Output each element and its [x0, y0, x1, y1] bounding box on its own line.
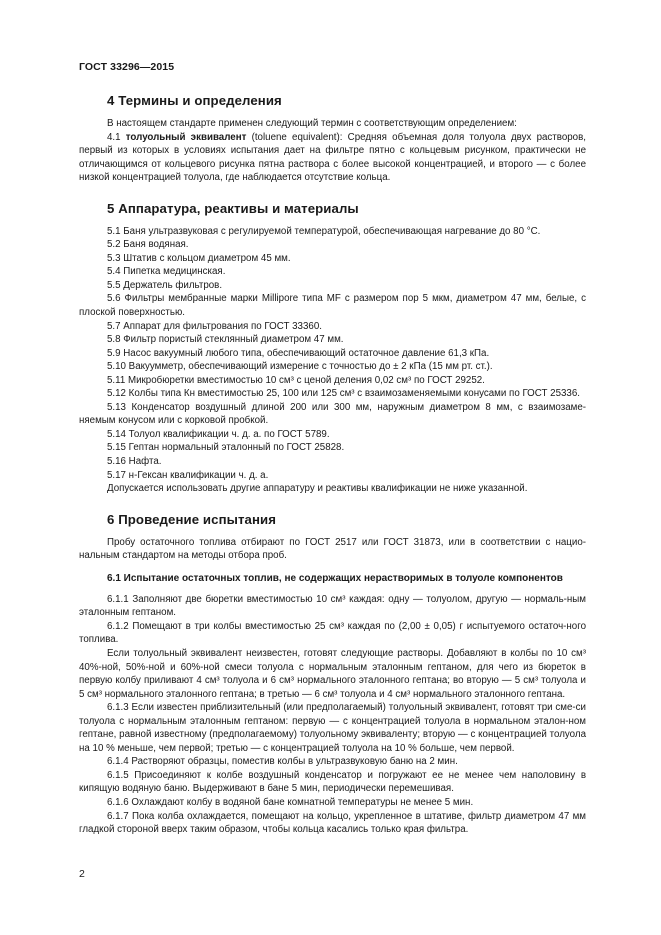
list-item: 6.1.3 Если известен приблизительный (или предполагаемый) толуольный эквивалент, готовят три сме-си толуола с нормальным эталонным гептаном: первую — с концентрацией толуола в нормальном эталон-ном гептане, равной известному (предполагаемому) толуольному эквиваленту; вторую — с концентрацией толуола на 10 % меньше, чем первой; третью — с концентрацией толуола на 10 % больше, чем первой.: [79, 702, 586, 754]
list-item: Допускается использовать другие аппаратуру и реактивы квалификации не ниже указанной.: [107, 483, 528, 495]
list-item: 5.5 Держатель фильтров.: [107, 279, 223, 291]
list-item: Если толуольный эквивалент неизвестен, готовят следующие растворы. Добавляют в колбы по 10 см³ 40%-ной, 50%-ной и 60%-ной смеси толуола с нормальным эталонным гептаном, для чего из бюреток в первую колбу приливают 4 см³ толуола и 6 см³ нормального эталонного гептана; во вторую — 5 см³ толуола и 5 см³ нормального эталонного гептана; в третью — 6 см³ толуола и 4 см³ нормального эталонного гептана.: [79, 647, 586, 700]
paragraph: Пробу остаточного топлива отбирают по ГОСТ 2517 или ГОСТ 31873, или в соответствии с нацио-нальным стандартом на методы отбора проб.: [79, 536, 586, 562]
paragraph: В настоящем стандарте применен следующий термин с соответствующим определением:: [107, 118, 517, 129]
list-item: 6.1.4 Растворяют образцы, поместив колбы в ультразвуковую баню на 2 мин.: [107, 756, 458, 768]
definition-text: (toluene equivalent): Средняя объемная доля толуола двух растворов, первый из которых в условиях испытания дает на фильтре пятно с кольцевым рисунком, практически не отличающимся от кольцевого рисунка пятна раствора с более высокой концентрацией, и второго — с более низкой концентрацией толуола, где наблюдается отсутствие кольца.: [79, 131, 586, 184]
section-apparatus: [79, 201, 586, 496]
list-item: 5.1 Баня ультразвуковая с регулируемой температурой, обеспечивающая нагревание до 80 °С.: [107, 225, 541, 237]
section-terms: [79, 93, 586, 185]
list-item: 5.4 Пипетка медицинская.: [107, 266, 226, 278]
list-item: 6.1.7 Пока колба охлаждается, помещают на кольцо, укрепленное в штативе, фильтр диаметром 47 мм гладкой стороной вверх таким образом, чтобы кольца касались только края фильтра.: [79, 810, 586, 836]
list-item: 5.8 Фильтр пористый стеклянный диаметром 47 мм.: [107, 334, 344, 346]
list-item: 5.14 Толуол квалификации ч. д. а. по ГОСТ 5789.: [107, 428, 330, 440]
list-item: 5.9 Насос вакуумный любого типа, обеспечивающий остаточное давление 61,3 кПа.: [107, 347, 490, 359]
section-title: 5 Аппаратура, реактивы и материалы: [107, 200, 359, 216]
list-item: 6.1.1 Заполняют две бюретки вместимостью 10 см³ каждая: одну — толуолом, другую — нормаль-ным эталонным гептаном.: [79, 593, 586, 619]
list-item: 5.10 Вакуумметр, обеспечивающий измерение с точностью до ± 2 кПа (15 мм рт. ст.).: [107, 361, 493, 373]
list-item: 5.6 Фильтры мембранные марки Millipore типа MF с размером пор 5 мкм, диаметром 47 мм, белые, с плоской поверхностью.: [79, 293, 586, 319]
section-procedure: [79, 512, 586, 837]
list-item: 5.7 Аппарат для фильтрования по ГОСТ 33360.: [107, 320, 322, 332]
document-body: [79, 93, 586, 847]
list-item: 5.11 Микробюретки вместимостью 10 см³ с ценой деления 0,02 см³ по ГОСТ 29252.: [107, 374, 485, 386]
section-title: 6 Проведение испытания: [107, 511, 277, 527]
clause-number: 4.1: [107, 131, 126, 143]
list-item: 5.13 Конденсатор воздушный длиной 200 или 300 мм, наружным диаметром 8 мм, с взаимозаме-няемым конусом или с корковой пробкой.: [79, 401, 586, 427]
subsection-title: 6.1 Испытание остаточных топлив, не содержащих нерастворимых в толуоле компонентов: [107, 572, 563, 584]
list-item: 6.1.6 Охлаждают колбу в водяной бане комнатной температуры не менее 5 мин.: [107, 796, 474, 808]
list-item: 5.2 Баня водяная.: [107, 239, 189, 251]
defined-term: толуольный эквивалент: [125, 131, 247, 143]
section-title: 4 Термины и определения: [107, 93, 282, 108]
paragraph: [79, 131, 586, 185]
list-item: 5.3 Штатив с кольцом диаметром 45 мм.: [107, 252, 291, 264]
list-item: 5.16 Нафта.: [107, 456, 162, 468]
page-number: 2: [79, 868, 85, 880]
list-item: 6.1.5 Присоединяют к колбе воздушный конденсатор и погружают ее не менее чем наполовину в кипящую водяную баню. Выдерживают в бане 5 мин, периодически перемешивая.: [79, 769, 586, 795]
document-header: ГОСТ 33296—2015: [79, 61, 175, 73]
list-item: 5.12 Колбы типа Кн вместимостью 25, 100 или 125 см³ с взаимозаменяемыми конусами по ГОСТ 25336.: [107, 388, 580, 400]
list-item: 5.17 н-Гексан квалификации ч. д. а.: [107, 469, 269, 481]
list-item: 5.15 Гептан нормальный эталонный по ГОСТ 25828.: [107, 442, 345, 454]
list-item: 6.1.2 Помещают в три колбы вместимостью 25 см³ каждая по (2,00 ± 0,05) г испытуемого остаточ-ного топлива.: [79, 620, 586, 646]
